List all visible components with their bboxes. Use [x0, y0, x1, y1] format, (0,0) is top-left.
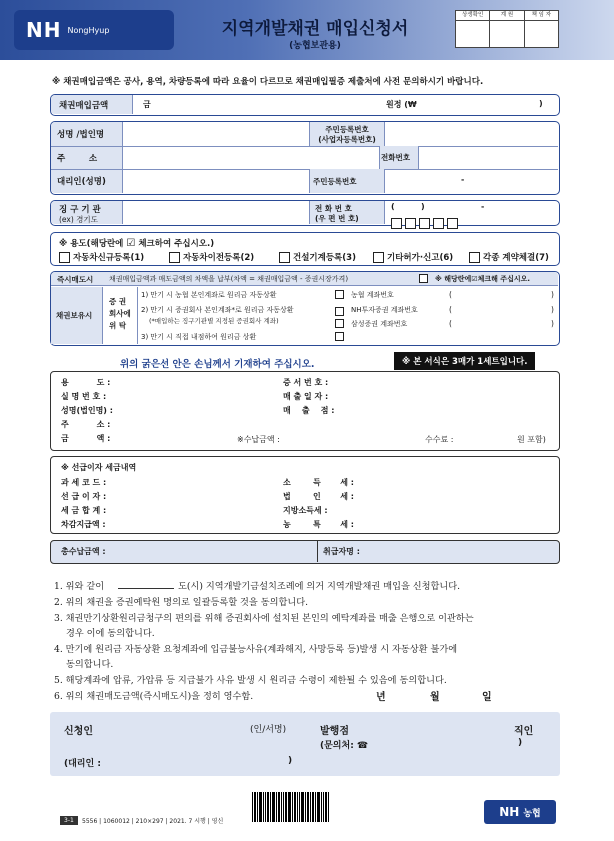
guide-text: 위의 굵은선 안은 손님께서 기재하여 주십시오.: [120, 359, 315, 370]
seal-label: (인/서명): [250, 725, 287, 735]
instant-sale-checkbox[interactable]: [419, 274, 428, 283]
total-box: [50, 540, 560, 564]
instant-sale-note: ※ 해당란에☑체크해 주십시오.: [435, 275, 531, 283]
form-title: 지역개발채권 매입신청서: [221, 19, 409, 39]
clerk-seal-label: 직인: [514, 726, 534, 737]
bank-fee-label: 수수료 :: [425, 435, 454, 444]
tax-prepaid-label: 선 급 이 자 :: [61, 492, 107, 501]
check-icon: ☑: [471, 275, 478, 283]
usage-title-suffix: 체크하여 주십시오.): [138, 239, 215, 249]
instant-sale-desc: 채권매입금액과 매도금액의 차액을 납부(차액 = 채권매입금액 - 증권시장가격): [109, 275, 349, 283]
stamp-label-3: 책 임 자: [525, 11, 558, 21]
agency-phone-dash: -: [481, 202, 485, 211]
bank-cert-no-label: 증 서 번 호 :: [283, 378, 329, 387]
agent-id-dash: -: [461, 175, 465, 184]
tax-farm-label: 농 특 세 :: [283, 520, 354, 529]
purchase-amount-close: ): [539, 99, 543, 108]
statement-1a: 1. 위와 같이: [54, 581, 105, 592]
agency-box: [50, 200, 560, 226]
usage-title-prefix: ※ 용도(해당란에: [59, 239, 124, 249]
tax-code-label: 과 세 코 드 :: [61, 478, 107, 487]
usage-option-2[interactable]: 자동차이전등록(2): [169, 251, 254, 263]
logo-sub: NongHyup: [67, 25, 110, 35]
applicant-box: [50, 121, 560, 195]
id-number-label: 주민등록번호: [325, 125, 369, 134]
statement-3: 3. 채권만기상환원리금청구의 편의를 위해 증권회사에 설치된 본인의 예탁계좌를 매출 은행으로 이관하는: [54, 613, 474, 624]
address-label: 주 소: [57, 154, 98, 164]
signature-area: [50, 712, 560, 776]
bank-real-id-label: 실 명 번 호 :: [61, 392, 107, 401]
samsung-checkbox[interactable]: [335, 319, 344, 328]
bank-branch-label: 매 출 점 :: [283, 406, 335, 415]
holding-checkbox-3[interactable]: [335, 332, 344, 341]
tax-title: ※ 선급이자 세금내역: [61, 463, 137, 472]
nh-invest-account-label: NH투자증권 계좌번호: [351, 306, 418, 314]
agent-id-label: 주민등록번호: [313, 177, 357, 186]
agency-phone-close: ): [421, 202, 425, 211]
holding-label: 채권보유시: [56, 311, 93, 320]
usage-option-6[interactable]: 기타허가·신고(6): [373, 251, 453, 263]
office-label: 발행점: [320, 726, 349, 737]
purchase-amount-suffix: 원정 (₩: [386, 100, 417, 109]
tax-net-label: 차감지급액 :: [61, 520, 106, 529]
date-month: 월: [430, 692, 440, 703]
tax-total-label: 세 금 합 계 :: [61, 506, 107, 515]
form-subtitle: (농협보관용): [289, 41, 341, 51]
nh-logo: [14, 10, 174, 50]
stamp-label-1: 상생확인: [456, 11, 489, 21]
zip-code-boxes[interactable]: [391, 213, 461, 232]
inquiry-label: (문의처: ☎: [320, 741, 369, 751]
bank-section-box: [50, 371, 560, 451]
holding-option-3: 3) 만기 시 직접 내점하여 원리금 상환: [141, 333, 257, 341]
samsung-account-label: 삼성증권 계좌번호: [351, 320, 408, 328]
footer-code-tag: 3-1: [60, 816, 78, 825]
name-label: 성명 /법인명: [57, 130, 105, 140]
footer-nh-logo: NH 농협: [484, 800, 556, 824]
instant-sale-label: 즉시매도시: [57, 275, 94, 284]
region-blank: [118, 588, 174, 589]
total-label: 총수납금액 :: [61, 547, 106, 556]
usage-option-3[interactable]: 건설기계등록(3): [279, 251, 356, 263]
bank-addr-label: 주 소 :: [61, 420, 111, 429]
bank-fee-include: 원 포함): [517, 435, 546, 444]
tax-section-box: [50, 456, 560, 534]
usage-box: [50, 232, 560, 266]
bank-usage-label: 용 도 :: [61, 378, 111, 387]
bank-amount-label: 금 액 :: [61, 434, 111, 443]
check-icon: ☑: [126, 237, 136, 249]
inquiry-close: ): [518, 738, 523, 748]
usage-checkbox-1[interactable]: [59, 252, 70, 263]
agency-phone-label: 전 화 번 호: [315, 204, 352, 213]
holding-mid-3: 위 탁: [109, 321, 127, 330]
holding-checkbox-2[interactable]: [335, 307, 344, 316]
tax-local-label: 지방소득세 :: [283, 506, 328, 515]
agent-sign-label: (대리인 :: [64, 759, 101, 769]
purchase-amount-prefix: 금: [143, 100, 151, 109]
usage-checkbox-6[interactable]: [373, 252, 384, 263]
phone-label: 전화번호: [381, 153, 410, 162]
statement-4: 4. 만기에 원리금 자동상환 요청계좌에 입금불능사유(계좌해지, 사망등록 등)발생 시 자동상환 불가에: [54, 644, 458, 655]
tax-income-label: 소 득 세 :: [283, 478, 354, 487]
agency-label: 징 구 기 관: [59, 205, 101, 215]
holding-option-2b: (*매입하는 징구기관별 지정된 증권회사 계좌): [149, 317, 279, 325]
logo-main: NH: [26, 18, 62, 42]
date-year: 년: [376, 692, 386, 703]
agency-phone-open: (: [391, 202, 395, 211]
agent-label: 대리인(성명): [57, 177, 106, 187]
holding-checkbox-1[interactable]: [335, 290, 344, 299]
footer-code-text: 5556 | 1060012 | 210×297 | 2021. 7 시행 | 영신: [82, 818, 224, 825]
statement-5: 5. 해당계좌에 압류, 가압류 등 지급불가 사유 발생 시 원리금 수령이 제한될 수 있음에 동의합니다.: [54, 675, 447, 686]
statement-6: 6. 위의 채권매도금액(즉시매도시)을 정히 영수함.: [54, 691, 254, 702]
date-day: 일: [482, 692, 492, 703]
purchase-notice: ※ 채권매입금액은 공사, 용역, 차량등록에 따라 요율이 다르므로 채권매입필증 제출처에 사전 문의하시기 바랍니다.: [52, 77, 484, 87]
set-note-tag: ※ 본 서식은 3매가 1세트입니다.: [394, 352, 535, 370]
nh-account-label: 농협 계좌번호: [351, 291, 394, 299]
statement-2: 2. 위의 채권을 증권예탁원 명의로 일괄등록할 것을 동의합니다.: [54, 597, 309, 608]
purchase-amount-label: 채권매입금액: [51, 95, 133, 114]
usage-checkbox-7[interactable]: [469, 252, 480, 263]
business-id-label: (사업자등록번호): [318, 135, 376, 144]
usage-option-7[interactable]: 각종 계약체결(7): [469, 251, 549, 263]
statement-4b: 동의합니다.: [66, 659, 114, 670]
agency-zip-label: (우 편 번 호): [315, 214, 359, 223]
applicant-sign-label: 신청인: [64, 726, 93, 737]
usage-checkbox-2[interactable]: [169, 252, 180, 263]
usage-checkbox-3[interactable]: [279, 252, 290, 263]
usage-option-1[interactable]: 자동차신규등록(1): [59, 251, 144, 263]
approval-stamp-box: [455, 10, 559, 48]
purchase-amount-box: [50, 94, 560, 116]
bank-sale-date-label: 매 출 일 자 :: [283, 392, 329, 401]
bank-receipt-label: ※수납금액 :: [237, 435, 280, 444]
sale-holding-box: 즉시매도시 채권매입금액과 매도금액의 차액을 납부(차액 = 채권매입금액 - 증권시장가격) ※ 해당란에☑체크해 주십시오. 채권보유시 증 권 회사에 위 탁 1) 만기 시 농협 본인계좌로 원리금 자동상환 2) 만기 시 증권회사 본인계좌*로 원리금 자동상환 (*매입하는 징구기관별 지정된 증권회사 계좌) 3) 만기 시 직접 내점하여 원리금 상환 농협 계좌번호 NH투자증권 계좌번호 삼성증권 계좌번호 ( ) ( ) ( ): [50, 271, 560, 346]
bank-name-label: 성명(법인명) :: [61, 406, 113, 415]
tax-corp-label: 법 인 세 :: [283, 492, 354, 501]
stamp-label-2: 계 원: [490, 11, 523, 21]
holding-option-2a: 2) 만기 시 증권회사 본인계좌*로 원리금 자동상환: [141, 306, 294, 314]
agency-example: (ex) 경기도: [59, 215, 98, 224]
statement-3b: 경우 이에 동의합니다.: [66, 628, 155, 639]
handler-label: 취급자명 :: [323, 547, 360, 556]
usage-title: [59, 237, 214, 249]
statement-1b: 도(시) 지역개발기금설치조례에 의거 지역개발채권 매입을 신청합니다.: [178, 581, 461, 592]
holding-mid-1: 증 권: [109, 297, 127, 306]
holding-option-1: 1) 만기 시 농협 본인계좌로 원리금 자동상환: [141, 291, 277, 299]
holding-mid-2: 회사에: [109, 309, 131, 318]
agent-sign-close: ): [288, 756, 293, 766]
barcode: [252, 792, 330, 826]
